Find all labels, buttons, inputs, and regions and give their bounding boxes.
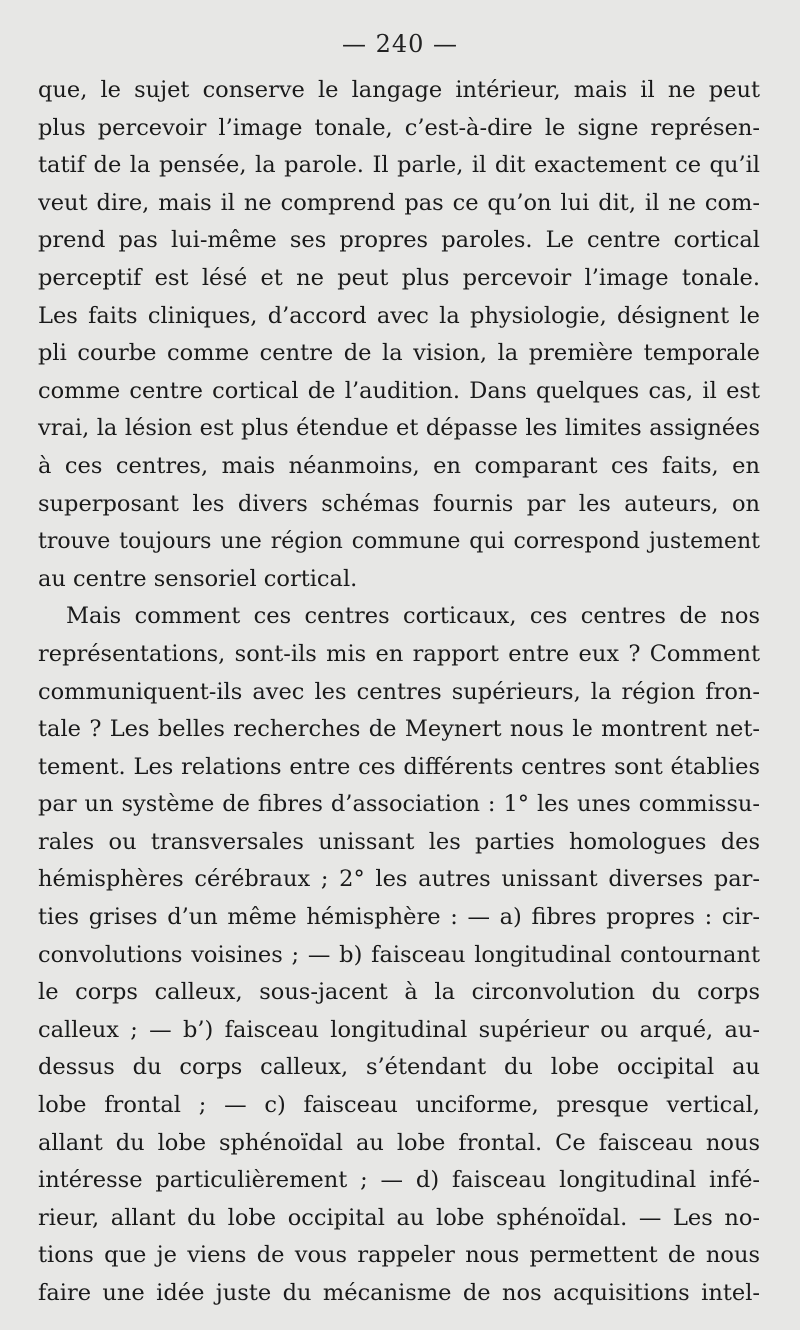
text-line: que, le sujet conserve le langage intérieur, mais il ne peut bbox=[38, 77, 760, 103]
text-line: rieur, allant du lobe occipital au lobe sphénoïdal. — Les no- bbox=[38, 1204, 760, 1231]
text-line: intéresse particulièrement ; — d) faisceau longitudinal infé- bbox=[38, 1167, 760, 1194]
page-number: — 240 — bbox=[341, 30, 459, 58]
text-line: veut dire, mais il ne comprend pas ce qu’on lui dit, il ne com- bbox=[38, 189, 760, 216]
text-line: tions que je viens de vous rappeler nous permettent de nous bbox=[38, 1242, 760, 1269]
text-line: lobe frontal ; — c) faisceau unciforme, presque vertical, bbox=[38, 1092, 760, 1119]
text-line: pli courbe comme centre de la vision, la première temporale bbox=[38, 340, 760, 367]
text-line: hémisphères cérébraux ; 2° les autres unissant diverses par- bbox=[38, 866, 760, 893]
text-line: dessus du corps calleux, s’étendant du lobe occipital au bbox=[38, 1054, 760, 1081]
text-line: calleux ; — b’) faisceau longitudinal supérieur ou arqué, au- bbox=[38, 1016, 760, 1043]
text-line: tatif de la pensée, la parole. Il parle, il dit exactement ce qu’il bbox=[38, 152, 760, 179]
text-line: tement. Les relations entre ces différents centres sont établies bbox=[38, 753, 760, 780]
text-line: perceptif est lésé et ne peut plus percevoir l’image tonale. bbox=[38, 264, 760, 291]
text-line: à ces centres, mais néanmoins, en comparant ces faits, en bbox=[38, 452, 760, 479]
text-line: communiquent-ils avec les centres supérieurs, la région fron- bbox=[38, 678, 760, 705]
text-line: comme centre cortical de l’audition. Dans quelques cas, il est bbox=[38, 377, 760, 404]
text-line: Mais comment ces centres corticaux, ces centres de nos bbox=[66, 603, 760, 630]
text-line: superposant les divers schémas fournis par les auteurs, on bbox=[38, 490, 760, 517]
text-line: Les faits cliniques, d’accord avec la physiologie, désignent le bbox=[38, 302, 760, 329]
body-text bbox=[38, 72, 760, 1313]
text-line: tale ? Les belles recherches de Meynert nous le montrent net- bbox=[38, 716, 760, 743]
text-line: représentations, sont-ils mis en rapport entre eux ? Comment bbox=[38, 640, 760, 667]
text-line: allant du lobe sphénoïdal au lobe frontal. Ce faisceau nous bbox=[38, 1129, 760, 1156]
text-line: au centre sensoriel cortical. bbox=[38, 565, 358, 592]
text-line: trouve toujours une région commune qui correspond justement bbox=[38, 529, 760, 555]
text-line: par un système de fibres d’association : 1° les unes commissu- bbox=[38, 791, 760, 818]
text-line: prend pas lui-même ses propres paroles. Le centre cortical bbox=[38, 227, 760, 254]
text-line: faire une idée juste du mécanisme de nos acquisitions intel- bbox=[38, 1280, 760, 1306]
text-line: convolutions voisines ; — b) faisceau longitudinal contournant bbox=[38, 941, 760, 968]
text-line: rales ou transversales unissant les parties homologues des bbox=[38, 828, 760, 855]
text-line: plus percevoir l’image tonale, c’est-à-dire le signe représen- bbox=[38, 114, 760, 141]
text-line: vrai, la lésion est plus étendue et dépasse les limites assignées bbox=[38, 415, 760, 442]
text-line: ties grises d’un même hémisphère : — a) fibres propres : cir- bbox=[38, 904, 760, 931]
text-line: le corps calleux, sous-jacent à la circonvolution du corps bbox=[38, 979, 760, 1006]
